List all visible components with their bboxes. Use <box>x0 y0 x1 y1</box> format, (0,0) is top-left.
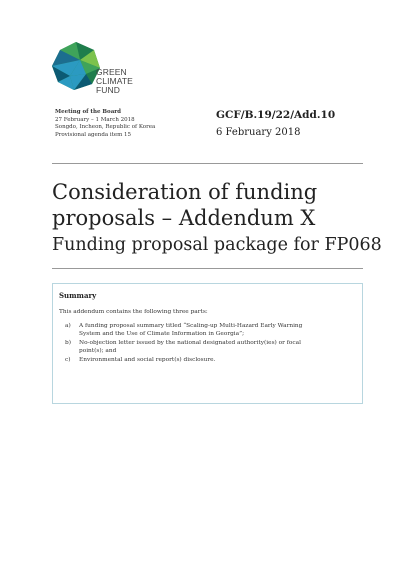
document-code: GCF/B.19/22/Add.10 <box>216 109 336 121</box>
green-climate-fund-logo-icon <box>50 40 102 92</box>
list-item <box>59 322 356 338</box>
document-reference <box>216 109 335 139</box>
title-line: Consideration of funding <box>52 180 318 204</box>
divider <box>52 163 363 164</box>
summary-heading: Summary <box>59 291 97 300</box>
meeting-location: Songdo, Incheon, Republic of Korea <box>55 124 156 130</box>
list-text: No-objection letter issued by the national designated authority(ies) or focal point(s); and <box>79 340 301 354</box>
list-text: Environmental and social report(s) disclosure. <box>79 357 216 363</box>
list-marker: a) <box>65 323 71 329</box>
document-date: 6 February 2018 <box>216 127 301 138</box>
list-marker: c) <box>65 357 71 363</box>
logo-line: CLIMATE <box>96 76 133 86</box>
logo-wordmark <box>96 68 133 95</box>
list-marker: b) <box>65 340 71 346</box>
subtitle: Funding proposal package for FP068 <box>52 235 382 255</box>
list-item <box>59 339 356 355</box>
summary-intro: This addendum contains the following three parts: <box>59 309 208 315</box>
divider <box>52 268 363 269</box>
logo-line: GREEN <box>96 67 127 77</box>
meeting-agenda: Provisional agenda item 15 <box>55 131 132 138</box>
title-line: proposals – Addendum X <box>52 206 316 230</box>
meeting-info <box>55 109 155 139</box>
logo-line: FUND <box>96 85 121 95</box>
summary-list <box>59 322 356 364</box>
summary-box <box>52 283 363 404</box>
list-text: A funding proposal summary titled “Scaling-up Multi-Hazard Early Warning System and the Use of Climate Information in Georgia”; <box>79 323 303 337</box>
document-title <box>52 179 382 256</box>
meeting-dates: 27 February – 1 March 2018 <box>55 116 135 123</box>
meeting-heading: Meeting of the Board <box>55 109 122 115</box>
list-item <box>59 356 356 364</box>
